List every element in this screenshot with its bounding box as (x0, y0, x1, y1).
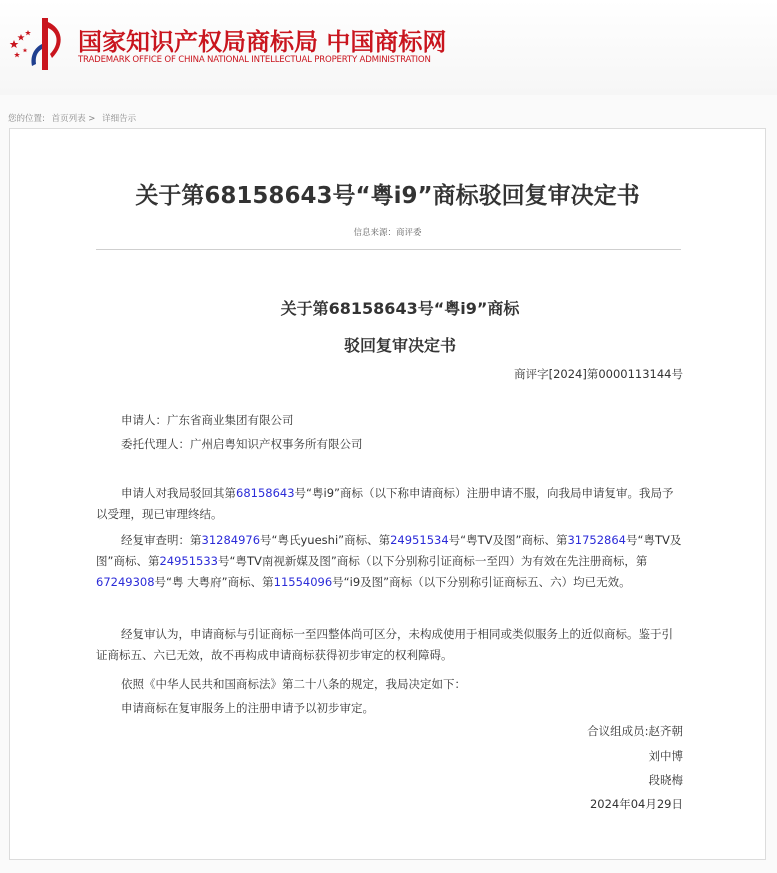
cnipa-logo-icon[interactable] (8, 14, 72, 74)
paragraph-legal-basis: 依照《中华人民共和国商标法》第二十八条的规定，我局决定如下： (121, 677, 466, 691)
trademark-link[interactable]: 68158643 (236, 486, 295, 500)
breadcrumb-home-link[interactable]: 首页列表 > (51, 114, 96, 124)
text: 号“粤 大粤府”商标、第 (154, 575, 274, 589)
text: 号“i9及图”商标（以下分别称引证商标五、六）均已无效。 (332, 575, 631, 589)
panel-member-3: 段晓梅 (648, 773, 683, 787)
trademark-link[interactable]: 67249308 (96, 575, 155, 589)
text: 号“粤氏yueshi”商标、第 (260, 533, 391, 547)
title-divider (96, 249, 681, 250)
page-title: 关于第68158643号“粤i9”商标驳回复审决定书 (135, 183, 640, 209)
text: 号“粤TV及图”商标、第 (448, 533, 568, 547)
trademark-link[interactable]: 24951534 (390, 533, 449, 547)
trademark-link[interactable]: 11554096 (273, 575, 333, 589)
trademark-link[interactable]: 31752864 (567, 533, 627, 547)
trademark-link[interactable]: 31284976 (201, 533, 261, 547)
info-source: 信息来源：商评委 (353, 228, 422, 238)
text: 经复审查明：第 (121, 533, 202, 547)
site-header (0, 0, 777, 95)
panel-members: 合议组成员:赵齐朝 (587, 724, 683, 738)
text: 号“粤i9”商标（以下称申请商标）注册申请不服，向我局申请复审。我局予以受理，现已审理终结。 (96, 486, 674, 521)
trademark-link[interactable]: 24951533 (159, 554, 219, 568)
text: 号“粤TV南视新媒及图”商标（以下分别称引证商标一至四）为有效在先注册商标，第 (218, 554, 648, 568)
site-logo-text[interactable]: 国家知识产权局商标局 中国商标网 (78, 27, 447, 56)
paragraph-opinion: 经复审认为，申请商标与引证商标一至四整体尚可区分，未构成使用于相同或类似服务上的近似商标。鉴于引证商标五、六已无效，故不再构成申请商标获得初步审定的权利障碍。 (96, 627, 673, 662)
document-title-line1: 关于第68158643号“粤i9”商标 (280, 299, 520, 318)
decision-date: 2024年04月29日 (589, 797, 683, 811)
agent-line: 委托代理人：广州启粤知识产权事务所有限公司 (121, 437, 363, 451)
breadcrumb-prefix: 您的位置: (8, 114, 45, 124)
site-logo-subtitle: TRADEMARK OFFICE OF CHINA NATIONAL INTELLECTUAL PROPERTY ADMINISTRATION (78, 55, 431, 65)
reference-number: 商评字[2024]第0000113144号 (514, 367, 683, 381)
text: 申请人对我局驳回其第 (121, 486, 236, 500)
paragraph-rejection (96, 483, 684, 525)
article-panel (9, 128, 766, 860)
applicant-line: 申请人：广东省商业集团有限公司 (121, 413, 294, 427)
panel-member-2: 刘中博 (648, 749, 683, 763)
document-title-line2: 驳回复审决定书 (343, 336, 456, 355)
breadcrumb-current: 详细告示 (102, 114, 137, 124)
breadcrumb (8, 112, 140, 124)
paragraph-decision: 申请商标在复审服务上的注册申请予以初步审定。 (121, 701, 374, 715)
paragraph-findings (96, 530, 684, 593)
text: 号“粤TV及图”商标、第 (96, 533, 682, 568)
